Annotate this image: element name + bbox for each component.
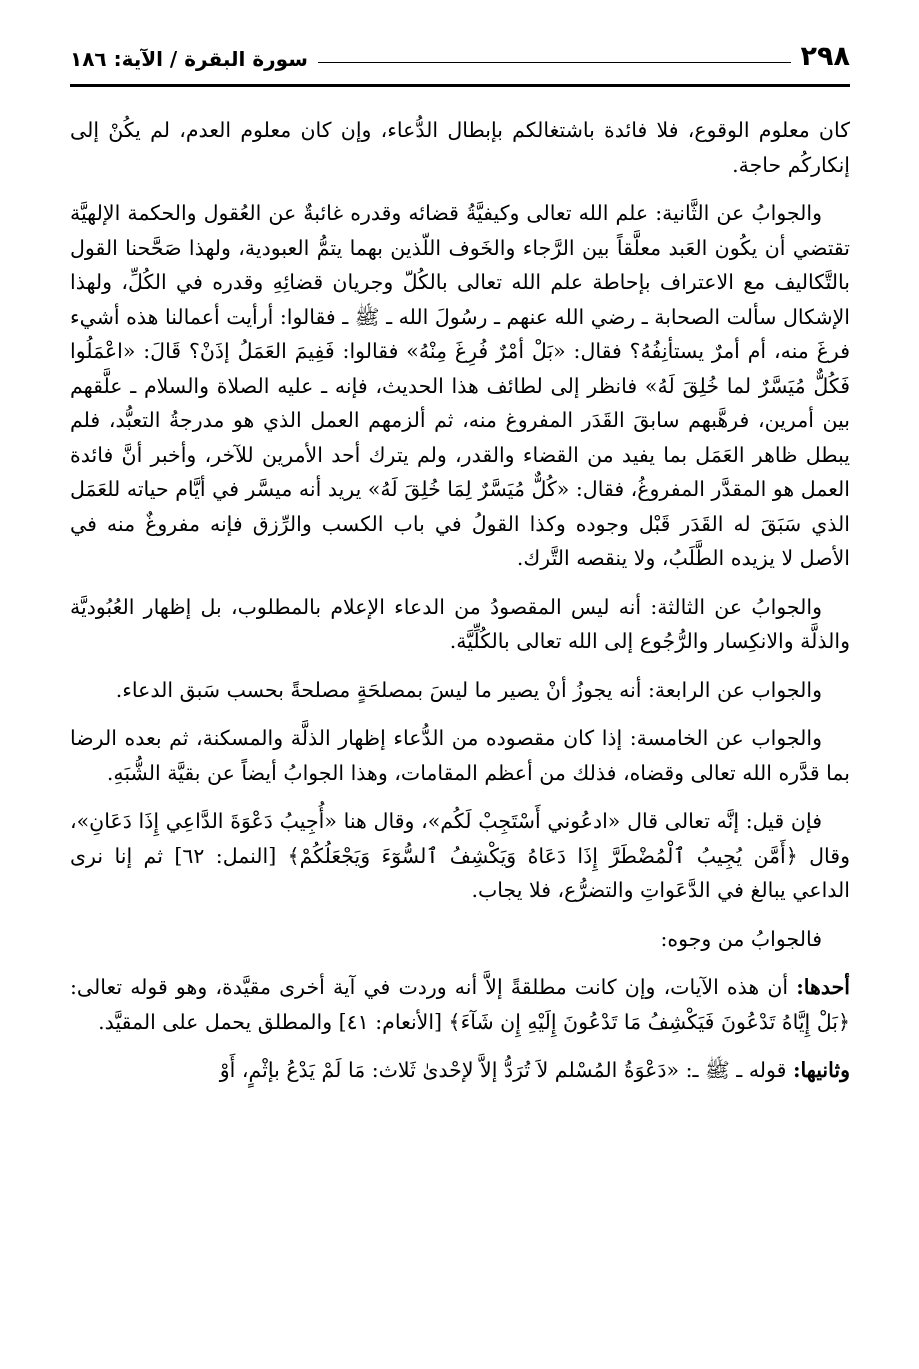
paragraph-answer-second: والجوابُ عن الثَّانية: علم الله تعالى وكيفيَّةُ قضائه وقدره غائبةٌ عن العُقول والحكمة الإلهيَّة تقتضي أن يكُون العَبد معلَّقاً بين الرَّجاء والخَوف اللّذين بهما يتمُّ العبودية، ولهذا صَحَّحنا القول بالتَّكاليف مع الاعتراف بإحاطة علم الله تعالى بالكُلّ وجريان قضائِهِ وقدره في الكُلِّ، ولهذا الإشكال سألت الصحابة ـ رضي الله عنهم ـ رسُولَ الله ـ ﷺ ـ فقالوا: أرأيت أعمالنا هذه أشيء فرغَ منه، أم أمرٌ يستأنِفُهُ؟ فقال: «بَلْ أمْرٌ فُرِغَ مِنْهُ» فقالوا: فَفِيمَ العَمَلُ إذَنْ؟ قَالَ: «اعْمَلُوا فَكُلٌّ مُيَسَّرٌ لما خُلِقَ لَهُ» فانظر إلى لطائف هذا الحديث، فإنه ـ عليه الصلاة والسلام ـ علَّقهم بين أمرين، فرهَّبهم سابقَ القَدَر المفروغ منه، ثم ألزمهم العمل الذي هو مدرجةُ التعبُّد، فلم يبطل ظاهر العَمَل بما يفيد من القضاء والقدر، ولم يترك أحد الأمرين للآخر، وأخبر أنَّ فائدة العمل هو المقدَّر المفروغُ، فقال: «كُلٌّ مُيَسَّرٌ لِمَا خُلِقَ لَهُ» يريد أنه ميسَّر في أيَّام حياته للعَمَل الذي سَبَقَ له القَدَر قَبْل وجوده وكذا القولُ في باب الكسب والرِّزق فإنه مفروغٌ منه في الأصل لا يزيده الطَّلَبُ، ولا ينقصه التَّرك. <box>70 201 850 570</box>
paragraph-continuation: كان معلوم الوقوع، فلا فائدة باشتغالكم بإبطال الدُّعاء، وإن كان معلوم العدم، لم يكُنْ إلى إنكاركُم حاجة. <box>70 118 850 177</box>
page-number: ٢٩٨ <box>800 41 850 72</box>
paragraph-answer-third: والجوابُ عن الثالثة: أنه ليس المقصودُ من الدعاء الإعلام بالمطلوب، بل إظهار العُبُوديَّة والذلَّة والانكِسار والرُّجُوع إلى الله تعالى بالكُلِّيَّة. <box>70 594 850 653</box>
point-two-text: قوله ـ ﷺ ـ: «دَعْوَةُ المُسْلم لاَ تُرَدُّ إلاَّ لإحْدىٰ ثَلاث: مَا لَمْ يَدْعُ بإثْمٍ، أَوْ <box>219 1058 787 1082</box>
point-one-text: أن هذه الآيات، وإن كانت مطلقةً إلاَّ أنه وردت في آية أخرى مقيَّدة، وهو قوله تعالى: ﴿بَلْ إِيَّاهُ تَدْعُونَ فَيَكْشِفُ مَا تَدْعُونَ إِلَيْهِ إِن شَآءَ﴾ [الأنعام: ٤١] والمطلق يحمل على المقيَّد. <box>70 975 850 1034</box>
paragraph-answer-fifth: والجواب عن الخامسة: إذا كان مقصوده من الدُّعاء إظهار الذلَّة والمسكنة، ثم بعده الرضا بما قدَّره الله تعالى وقضاه، فذلك من أعظم المقامات، وهذا الجوابُ أيضاً عن بقيَّة الشُّبَهِ. <box>70 726 850 785</box>
header-rule <box>318 62 791 63</box>
paragraph-answer-fourth: والجواب عن الرابعة: أنه يجوزُ أنْ يصير ما ليسَ بمصلحَةٍ مصلحةً بحسب سَبق الدعاء. <box>115 677 822 702</box>
point-one-label: أحدها: <box>796 975 850 999</box>
page-body <box>70 113 850 1088</box>
paragraph-answer-intro: فالجوابُ من وجوه: <box>660 926 822 951</box>
running-title: سورة البقرة / الآية: ١٨٦ <box>70 47 308 71</box>
paragraph-point-two <box>70 1053 850 1088</box>
running-header <box>70 36 850 72</box>
point-two-label: وثانيها: <box>792 1058 850 1082</box>
header-divider <box>70 84 850 87</box>
page <box>70 36 850 1102</box>
paragraph-point-one <box>70 970 850 1039</box>
paragraph-objection: فإن قيل: إنَّه تعالى قال «ادعُوني أَسْتَجِبْ لَكُم»، وقال هنا «أُجِيبُ دَعْوَةَ الدَّاعِي إِذَا دَعَانِ»، وقال ﴿أَمَّن يُجِيبُ ٱلْمُضْطَرَّ إِذَا دَعَاهُ وَيَكْشِفُ ٱلسُّوٓءَ وَيَجْعَلُكُمْ﴾ [النمل: ٦٢] ثم إنا نرى الداعي يبالغ في الدَّعَواتِ والتضرُّع، فلا يجاب. <box>70 809 851 902</box>
